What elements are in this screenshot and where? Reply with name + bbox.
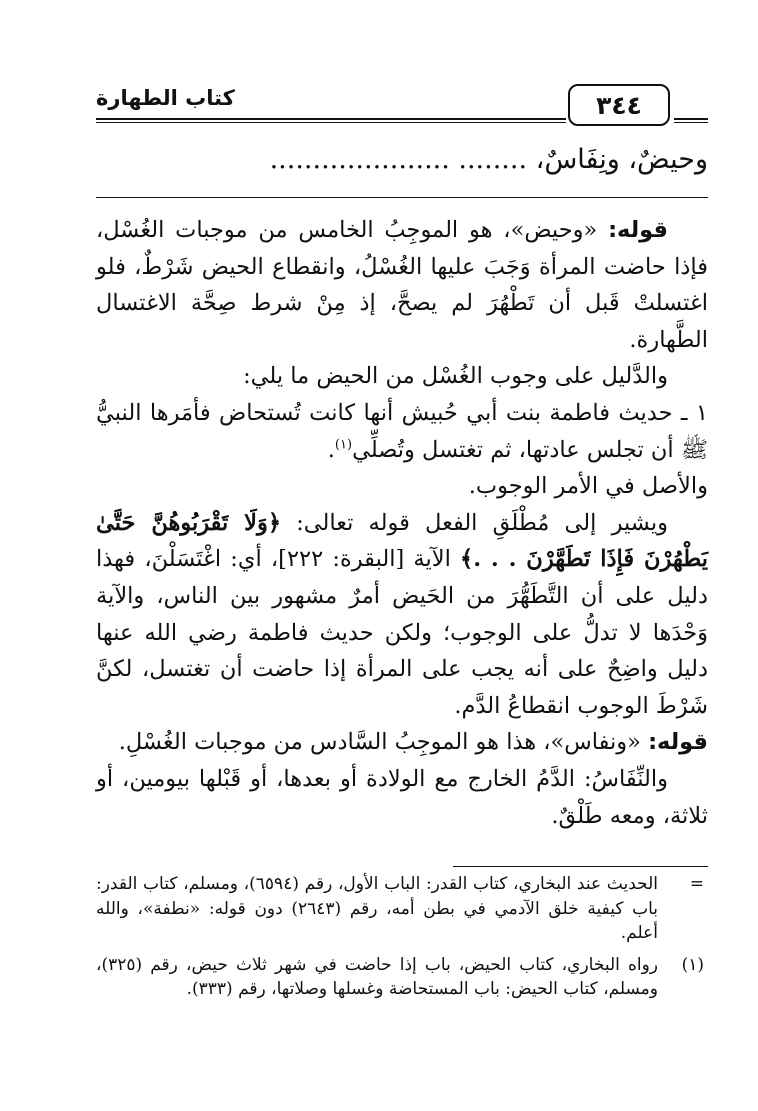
paragraph-principle: والأصل في الأمر الوجوب. [468,473,708,500]
footnote-1 [96,953,708,1002]
paragraph-evidence-intro: والدَّليل على وجوب الغُسْل من الحيض ما يلي: [243,363,668,390]
footnote-divider [453,866,708,867]
page-number: ٣٤٤ [568,84,670,126]
paragraph-text: ويشير إلى مُطْلَقِ الفعل قوله تعالى: [281,509,668,536]
footnote-text: الحديث عند البخاري، كتاب القدر: الباب الأول، رقم (٦٥٩٤)، ومسلم، كتاب القدر: باب كيفية خلق الآدمي في بطن أمه، رقم (٢٦٤٣) دون قوله: «نطفة»، والله أعلم. [96,874,658,943]
footnotes [96,872,708,1009]
header-rule-thin [96,122,566,123]
footnote-mark: = [689,874,704,894]
paragraph-nifas-definition: والنِّفَاسُ: الدَّمُ الخارج مع الولادة أو بعدها، أو قَبْلها بيومين، أو ثلاثة، ومعه طَلْقٌ. [96,765,708,829]
header-rule [96,118,566,120]
paragraph-nifas [96,724,708,761]
paragraph-text: الآية [البقرة: ٢٢٢]، أي: اغْتَسَلْنَ، فهذا دليل على أن التَّطَهُّرَ من الحَيض أمرٌ مشهور بين الناس، والآية وَحْدَها لا تدلُّ على الوجوب؛ ولكن حديث فاطمة رضي الله عنها دليل واضِحٌ على أنه يجب على المرأة إذا حاضت أن تغتسل، لكنَّ شَرْطَ الوجوب انقطاعُ الدَّم. [96,546,708,719]
footnote-text: رواه البخاري، كتاب الحيض، باب إذا حاضت في شهر ثلاث حيض، رقم (٣٢٥)، ومسلم، كتاب الحيض: باب المستحاضة وغسلها وصلاتها، رقم (٣٣٣). [96,954,658,999]
paragraph-text: «ونفاس»، هذا هو الموجِبُ السَّادس من موجبات الغُسْلِ. [118,729,649,756]
page-header [96,80,708,128]
paragraph-hadith [96,395,708,468]
paragraph-text: ١ ـ حديث فاطمة بنت أبي حُبيش أنها كانت تُستحاض فأمَرها النبيُّ ﷺ أن تجلس عادتها، ثم تغتسل وتُصلِّي [96,399,708,463]
paragraph-text: «وحيض»، هو الموجِبُ الخامس من موجبات الغُسْل، فإذا حاضت المرأة وَجَبَ عليها الغُسْلُ، وانقطاع الحيض شَرْطٌ، فلو اغتسلتْ قَبل أن تَطْهُرَ لم يصحَّ، إذ مِنْ شرط صِحَّة الاغتسال الطَّهارة. [96,217,708,353]
qawluhu-label: قوله: [608,217,668,243]
header-rule-right [674,118,708,120]
footnote-continued [96,872,708,946]
qawluhu-label: قوله: [648,729,708,756]
paragraph-verse [96,505,708,725]
paragraph-hayd [96,212,708,358]
footnote-mark: (١) [681,954,704,975]
book-title: كتاب الطهارة [96,86,235,110]
commentary-body [96,212,708,834]
paragraph-end: . [327,436,335,463]
matn-text: وحيضٌ، ونِفَاسٌ، ........ ..................... [269,144,708,175]
header-rule-right-thin [674,122,708,123]
quran-verse: ﴿وَلَا تَقْرَبُوهُنَّ حَتَّىٰ يَطْهُرْنَ فَإِذَا تَطَهَّرْنَ . . .﴾ [96,509,708,573]
footnote-reference[interactable]: (١) [334,437,353,453]
matn-divider [96,197,708,198]
